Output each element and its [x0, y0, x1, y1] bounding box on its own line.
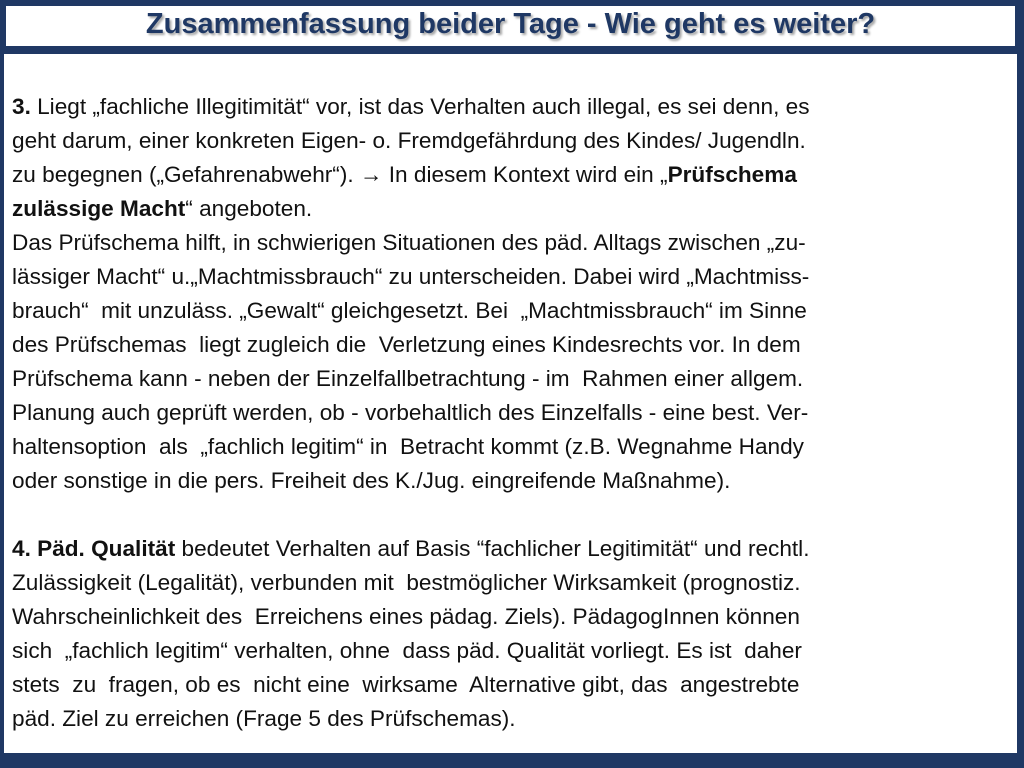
text-segment: päd. Ziel zu erreichen (Frage 5 des Prüfschemas).: [12, 706, 516, 731]
title-box: [4, 4, 1017, 48]
text-segment: sich „fachlich legitim“ verhalten, ohne dass päd. Qualität vorliegt. Es ist daher: [12, 638, 802, 663]
text-segment: Liegt „fachliche Illegitimität“ vor, ist das Verhalten auch illegal, es sei denn, es: [30, 94, 810, 119]
text-segment: zu begegnen („Gefahrenabwehr“). → In diesem Kontext wird ein „: [12, 162, 668, 187]
text-segment: des Prüfschemas liegt zugleich die Verletzung eines Kindesrechts vor. In dem: [12, 332, 801, 357]
text-line: [12, 226, 1012, 260]
section-4: [12, 532, 1012, 736]
text-line: [12, 668, 1012, 702]
text-segment: lässiger Macht“ u.„Machtmissbrauch“ zu unterscheiden. Dabei wird „Machtmiss-: [12, 264, 810, 289]
text-line: [12, 90, 1012, 124]
text-segment: “ angeboten.: [185, 196, 313, 221]
text-line: [12, 328, 1012, 362]
text-line: [12, 566, 1012, 600]
section-3: [12, 90, 1012, 498]
content-box: [4, 54, 1017, 753]
text-segment: stets zu fragen, ob es nicht eine wirksame Alternative gibt, das angestrebte: [12, 672, 800, 697]
text-segment: bedeutet Verhalten auf Basis “fachlicher Legitimität“ und rechtl.: [175, 536, 810, 561]
text-segment: Prüfschema kann - neben der Einzelfallbetrachtung - im Rahmen einer allgem.: [12, 366, 804, 391]
text-segment: Das Prüfschema hilft, in schwierigen Situationen des päd. Alltags zwischen „zu-: [12, 230, 806, 255]
text-line: [12, 362, 1012, 396]
text-line: [12, 158, 1012, 192]
bold-text: Prüfschema: [667, 162, 797, 187]
text-line: [12, 294, 1012, 328]
bold-text: 4. Päd. Qualität: [12, 536, 176, 561]
text-line: [12, 192, 1012, 226]
text-line: [12, 464, 1012, 498]
text-segment: brauch“ mit unzuläss. „Gewalt“ gleichgesetzt. Bei „Machtmissbrauch“ im Sinne: [12, 298, 807, 323]
paragraph-gap: [12, 498, 1012, 532]
text-line: [12, 532, 1012, 566]
content-text: [12, 90, 1012, 736]
text-line: [12, 396, 1012, 430]
text-segment: Wahrscheinlichkeit des Erreichens eines pädag. Ziels). PädagogInnen können: [12, 604, 800, 629]
text-line: [12, 600, 1012, 634]
text-segment: oder sonstige in die pers. Freiheit des K./Jug. eingreifende Maßnahme).: [12, 468, 731, 493]
bold-text: zulässige Macht: [12, 196, 186, 221]
text-line: [12, 430, 1012, 464]
text-line: [12, 260, 1012, 294]
text-line: [12, 634, 1012, 668]
bold-text: 3.: [12, 94, 31, 119]
text-segment: Zulässigkeit (Legalität), verbunden mit bestmöglicher Wirksamkeit (prognostiz.: [12, 570, 801, 595]
text-line: [12, 702, 1012, 736]
text-segment: Planung auch geprüft werden, ob - vorbehaltlich des Einzelfalls - eine best. Ver-: [12, 400, 809, 425]
slide-title: Zusammenfassung beider Tage - Wie geht es weiter?: [145, 8, 876, 40]
text-segment: haltensoption als „fachlich legitim“ in Betracht kommt (z.B. Wegnahme Handy: [12, 434, 804, 459]
text-segment: geht darum, einer konkreten Eigen- o. Fremdgefährdung des Kindes/ Jugendln.: [12, 128, 806, 153]
text-line: [12, 124, 1012, 158]
